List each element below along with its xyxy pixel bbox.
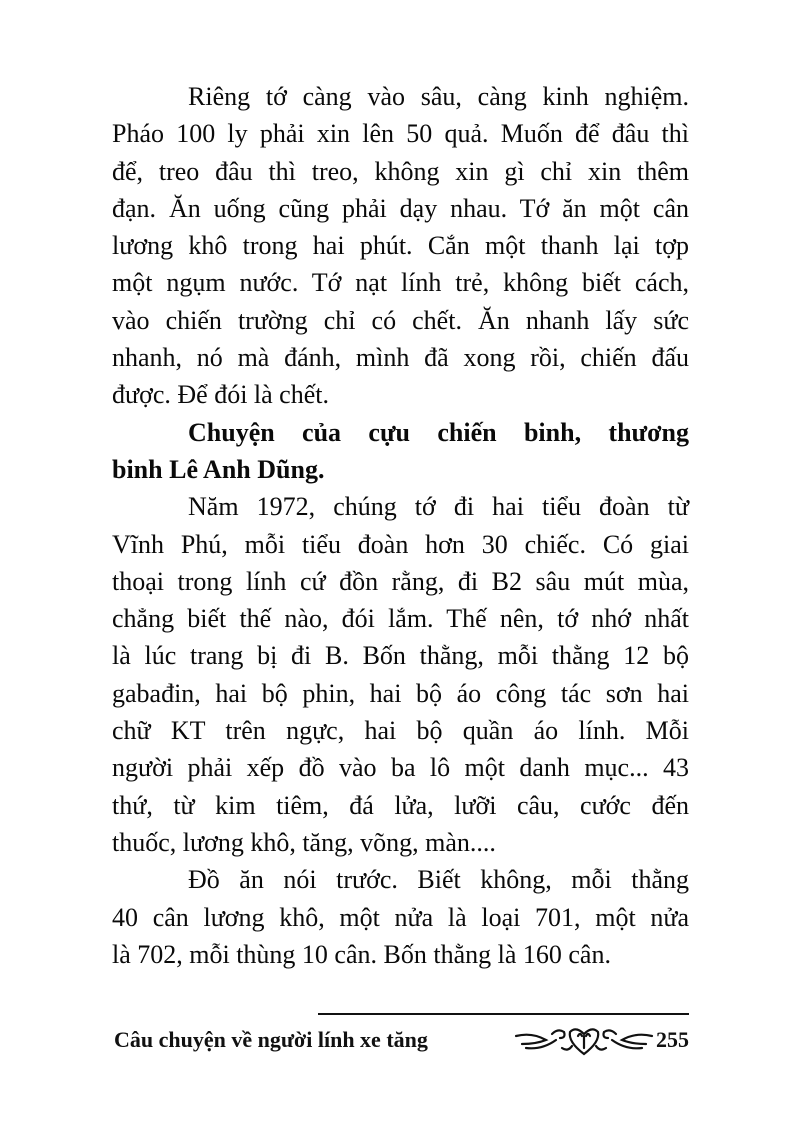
text-line: để, treo đâu thì treo, không xin gì chỉ xin thêm	[112, 156, 689, 186]
text-line: chữ KT trên ngực, hai bộ quần áo lính. Mỗi	[112, 716, 689, 746]
section-heading-line: binh Lê Anh Dũng.	[112, 454, 325, 484]
text-line: 40 cân lương khô, một nửa là loại 701, một nửa	[112, 902, 689, 932]
text-line: Năm 1972, chúng tớ đi hai tiểu đoàn từ	[188, 492, 689, 522]
text-line: là 702, mỗi thùng 10 cân. Bốn thằng là 160 cân.	[112, 939, 611, 969]
text-line: Riêng tớ càng vào sâu, càng kinh nghiệm.	[188, 82, 689, 111]
text-line: thuốc, lương khô, tăng, võng, màn....	[112, 827, 496, 857]
text-line: Vĩnh Phú, mỗi tiểu đoàn hơn 30 chiếc. Có giai	[112, 529, 689, 559]
text-line: Pháo 100 ly phải xin lên 50 quả. Muốn để đâu thì	[112, 119, 689, 149]
running-title: Câu chuyện về người lính xe tăng	[114, 1027, 428, 1052]
text-line: là lúc trang bị đi B. Bốn thằng, mỗi thằng 12 bộ	[112, 641, 689, 671]
text-line: Đồ ăn nói trước. Biết không, mỗi thằng	[188, 865, 689, 895]
footer-rule	[318, 1013, 689, 1015]
floral-ornament-icon	[512, 1024, 656, 1056]
text-line: lương khô trong hai phút. Cắn một thanh lại tợp	[112, 231, 689, 261]
text-line: chẳng biết thế nào, đói lắm. Thế nên, tớ nhớ nhất	[112, 604, 689, 634]
text-line: thứ, từ kim tiêm, đá lửa, lưỡi câu, cước đến	[112, 790, 689, 820]
text-line: gabađin, hai bộ phin, hai bộ áo công tác sơn hai	[112, 678, 689, 708]
page-number: 255	[656, 1027, 689, 1052]
text-line: vào chiến trường chỉ có chết. Ăn nhanh lấy sức	[112, 305, 689, 335]
text-line: người phải xếp đồ vào ba lô một danh mục... 43	[112, 753, 689, 783]
text-line: được. Để đói là chết.	[112, 380, 329, 410]
text-line: thoại trong lính cứ đồn rằng, đi B2 sâu mút mùa,	[112, 566, 689, 596]
page-footer	[114, 1024, 689, 1058]
text-line: một ngụm nước. Tớ nạt lính trẻ, không biết cách,	[112, 268, 689, 298]
section-heading-line: Chuyện của cựu chiến binh, thương	[188, 417, 689, 447]
text-line: đạn. Ăn uống cũng phải dạy nhau. Tớ ăn một cân	[112, 193, 689, 223]
text-line: nhanh, nó mà đánh, mình đã xong rồi, chiến đấu	[112, 343, 689, 373]
page-body	[112, 78, 689, 973]
